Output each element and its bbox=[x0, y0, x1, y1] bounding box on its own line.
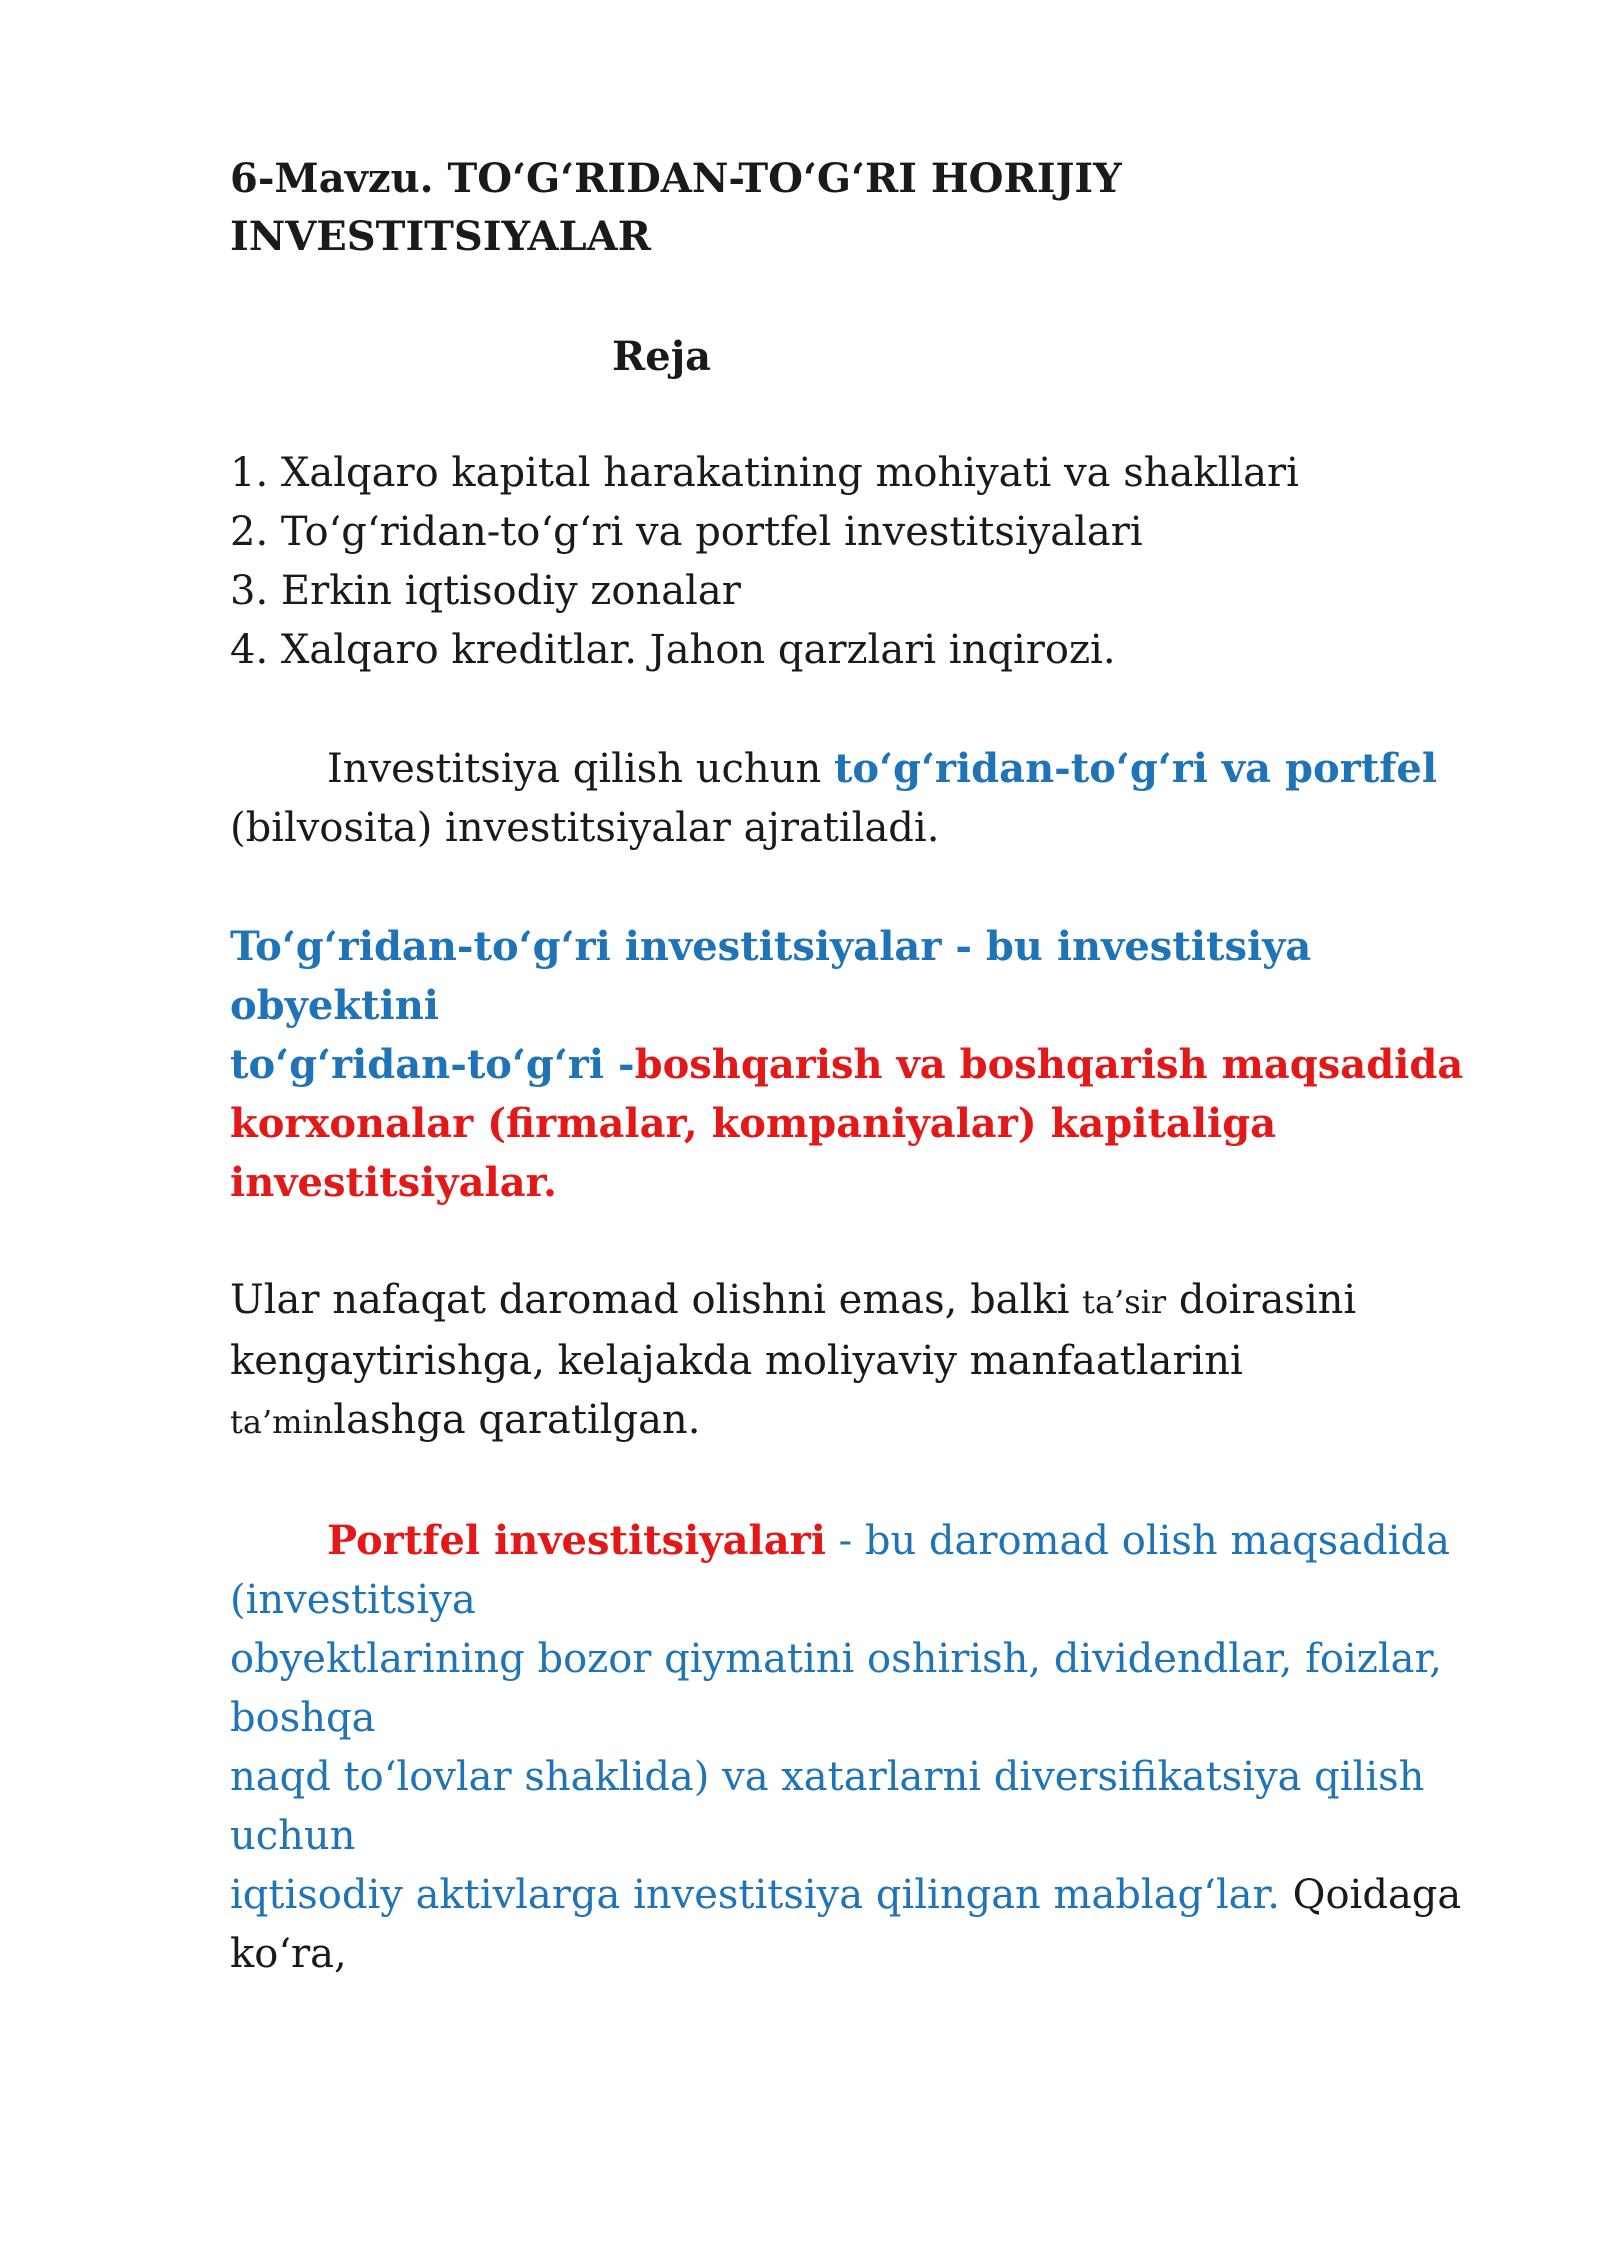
purpose-text: doirasini bbox=[1166, 1277, 1357, 1323]
paragraph-intro-cont bbox=[230, 799, 1530, 858]
plan-heading: Reja bbox=[612, 333, 712, 380]
paragraph-intro bbox=[230, 739, 1530, 799]
definition-line-red: investitsiyalar. bbox=[230, 1159, 557, 1206]
purpose-text-small: ta’sir bbox=[1082, 1283, 1167, 1321]
portfolio-line: - bu daromad olish maqsadida bbox=[825, 1518, 1450, 1564]
spacer bbox=[230, 1212, 1530, 1271]
portfolio-tail: Qoidaga bbox=[1279, 1872, 1462, 1918]
definition-line-red: boshqarish va boshqarish maqsadida bbox=[634, 1041, 1464, 1088]
intro-text-cont: (bilvosita) investitsiyalar ajratiladi. bbox=[230, 805, 940, 851]
topic-title-line-2: INVESTITSIYALAR bbox=[230, 213, 651, 260]
portfolio-line: naqd to‘lovlar shaklida) va xatarlarni diversifikatsiya qilish bbox=[230, 1754, 1425, 1800]
portfolio-tail: ko‘ra, bbox=[230, 1931, 347, 1977]
intro-text: Investitsiya qilish uchun bbox=[327, 746, 834, 792]
portfolio-line: obyektlarining bozor qiymatini oshirish, dividendlar, foizlar, bbox=[230, 1636, 1442, 1682]
definition-line: obyektini bbox=[230, 982, 440, 1029]
portfolio-line: boshqa bbox=[230, 1695, 376, 1741]
definition-line: to‘g‘ridan-to‘g‘ri - bbox=[230, 1041, 635, 1088]
intro-highlight: to‘g‘ridan-to‘g‘ri va portfel bbox=[833, 745, 1438, 792]
paragraph-purpose bbox=[230, 1271, 1530, 1452]
paragraph-direct-definition bbox=[230, 917, 1530, 1212]
purpose-text: lashga qaratilgan. bbox=[333, 1397, 701, 1443]
document-page bbox=[230, 150, 1530, 1984]
plan-item: 2. To‘g‘ridan-to‘g‘ri va portfel investitsiyalari bbox=[230, 509, 1143, 555]
topic-title-line-1: 6-Mavzu. TO‘G‘RIDAN-TO‘G‘RI HORIJIY bbox=[230, 155, 1122, 202]
portfolio-line: uchun bbox=[230, 1813, 356, 1859]
paragraph-portfolio-definition bbox=[230, 1511, 1530, 1984]
purpose-text-small: ta’min bbox=[230, 1403, 334, 1441]
spacer bbox=[230, 1452, 1530, 1511]
plan-item: 4. Xalqaro kreditlar. Jahon qarzlari inqirozi. bbox=[230, 627, 1116, 673]
purpose-text: kengaytirishga, kelajakda moliyaviy manfaatlarini bbox=[230, 1338, 1243, 1384]
spacer bbox=[230, 858, 1530, 917]
plan-item: 1. Xalqaro kapital harakatining mohiyati va shakllari bbox=[230, 450, 1299, 496]
portfolio-line: iqtisodiy aktivlarga investitsiya qilingan mablag‘lar. bbox=[230, 1872, 1280, 1918]
portfolio-term: Portfel investitsiyalari bbox=[327, 1517, 826, 1564]
purpose-text: Ular nafaqat daromad olishni emas, balki bbox=[230, 1277, 1083, 1323]
definition-line-red: korxonalar (firmalar, kompaniyalar) kapitaliga bbox=[230, 1100, 1277, 1147]
portfolio-line: (investitsiya bbox=[230, 1577, 476, 1623]
definition-line: To‘g‘ridan-to‘g‘ri investitsiyalar - bu investitsiya bbox=[230, 923, 1312, 970]
spacer bbox=[230, 680, 1530, 739]
topic-title bbox=[230, 150, 1230, 266]
plan-list bbox=[230, 444, 1530, 680]
plan-item: 3. Erkin iqtisodiy zonalar bbox=[230, 568, 741, 614]
